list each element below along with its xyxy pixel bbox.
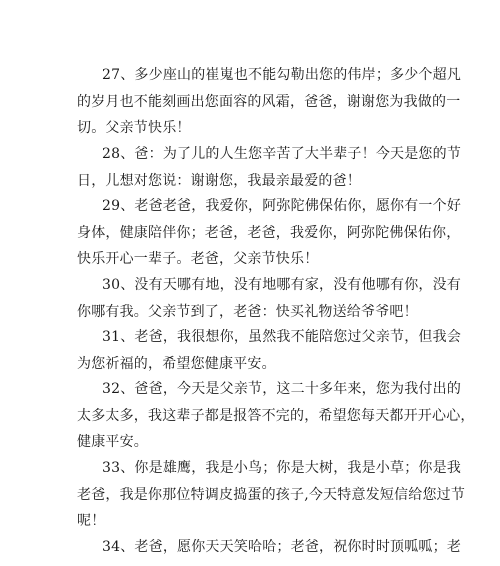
- paragraph-line: 34、老爸，愿你天天笑哈哈；老爸，祝你时时顶呱呱；老: [102, 539, 462, 555]
- paragraph-line: 为您祈福的，希望您健康平安。: [77, 355, 276, 372]
- paragraph-line: 33、你是雄鹰，我是小鸟；你是大树，我是小草；你是我: [102, 460, 462, 476]
- paragraph-line: 27、多少座山的崔嵬也不能勾勒出您的伟岸；多少个超凡: [102, 67, 462, 83]
- paragraph-32: [77, 376, 475, 456]
- paragraph-line: 29、老爸老爸，我爱你，阿弥陀佛保佑你，愿你有一个好: [102, 198, 462, 214]
- paragraph-line: 28、爸：为了儿的人生您辛苦了大半辈子！今天是您的节: [102, 146, 462, 162]
- paragraph-31: [77, 324, 462, 377]
- paragraph-line: 31、老爸，我很想你，虽然我不能陪您过父亲节，但我会: [102, 329, 462, 345]
- paragraph-line: 健康平安。: [77, 434, 148, 450]
- paragraph-line: 身体，健康陪伴你；老爸，老爸，我爱你，阿弥陀佛保佑你，: [77, 224, 461, 241]
- paragraph-line: 快乐开心一辈子。老爸，父亲节快乐！: [77, 251, 319, 267]
- paragraph-line: 32、爸爸，今天是父亲节，这二十多年来，您为我付出的: [102, 381, 462, 397]
- paragraph-28: [77, 141, 462, 194]
- paragraph-line: 太多太多，我这辈子都是报答不完的，希望您每天都开开心心，: [77, 407, 475, 424]
- paragraph-line: 的岁月也不能刻画出您面容的风霜，爸爸，谢谢您为我做的一: [77, 93, 461, 110]
- paragraph-33: [77, 455, 466, 535]
- paragraph-line: 30、没有天哪有地，没有地哪有家，没有他哪有你，没有: [102, 277, 462, 293]
- paragraph-line: 老爸，我是你那位特调皮捣蛋的孩子,今天特意发短信给您过节: [77, 486, 466, 503]
- paragraph-line: 切。父亲节快乐！: [77, 120, 191, 136]
- paragraph-29: [77, 193, 462, 273]
- paragraph-34: [77, 534, 462, 561]
- paragraph-line: 呢！: [77, 513, 106, 529]
- paragraph-line: 日，儿想对您说：谢谢您，我最亲最爱的爸！: [77, 172, 361, 189]
- paragraph-line: 你哪有我。父亲节到了，老爸：快买礼物送给爷爷吧！: [77, 303, 418, 320]
- paragraph-30: [77, 272, 462, 325]
- paragraph-27: [77, 62, 462, 142]
